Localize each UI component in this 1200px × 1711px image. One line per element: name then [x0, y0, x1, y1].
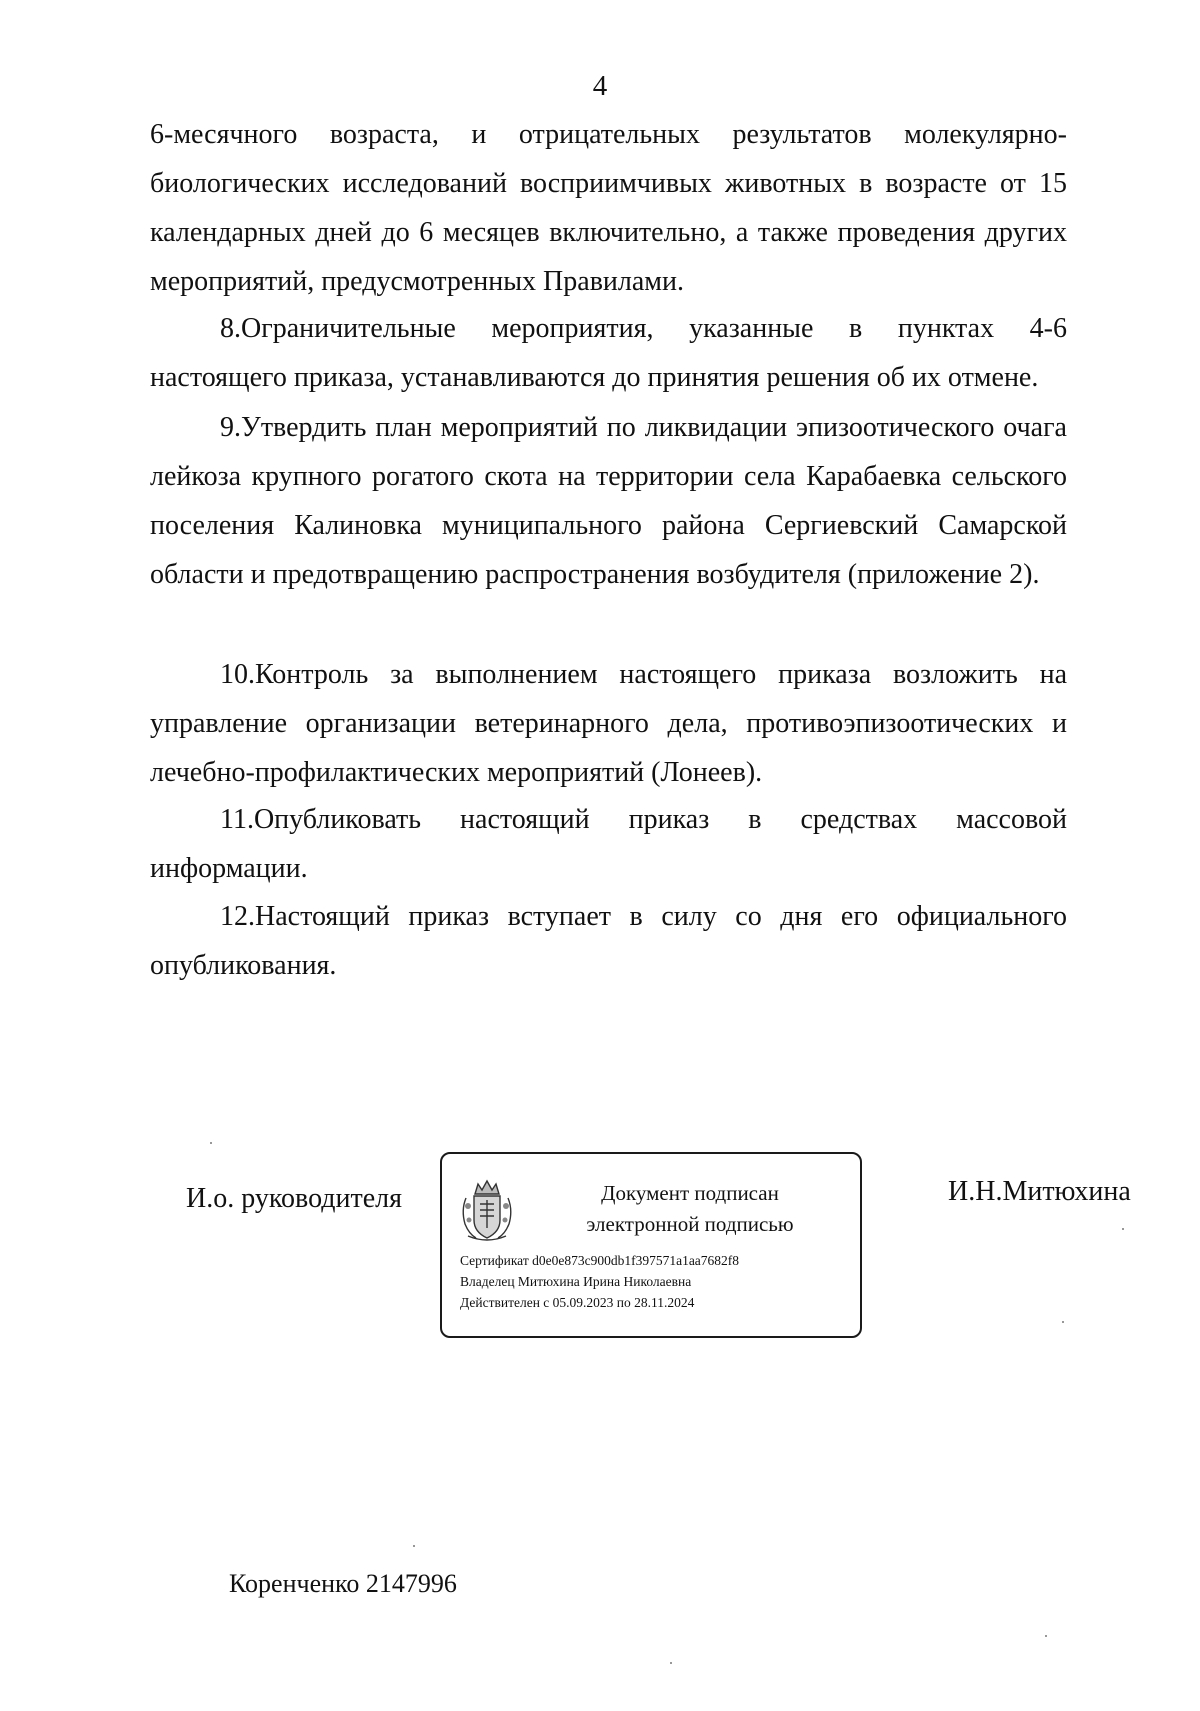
scan-speck	[210, 1142, 212, 1144]
owner-line: Владелец Митюхина Ирина Николаевна	[460, 1274, 692, 1289]
validity-line: Действителен с 05.09.2023 по 28.11.2024	[460, 1295, 695, 1310]
paragraph-item-8: 8.Ограничительные мероприятия, указанные в пунктах 4-6 настоящего приказа, устанавливаются до принятия решения об их отмене.	[150, 313, 1067, 393]
paragraph-item-10: 10.Контроль за выполнением настоящего приказа возложить на управление организации ветеринарного дела, противоэпизоотических и лечебно-профилактических мероприятий (Лонеев).	[150, 659, 1067, 788]
scan-speck	[413, 1545, 415, 1547]
scan-speck	[670, 1662, 672, 1664]
certificate-line: Сертификат d0e0e873c900db1f397571a1aa7682f8	[460, 1253, 740, 1268]
scan-speck	[1122, 1228, 1124, 1230]
page-number: 4	[592, 70, 608, 102]
stamp-details	[460, 1250, 850, 1313]
scan-speck	[1062, 1321, 1064, 1323]
stamp-heading	[560, 1178, 820, 1240]
signer-name: И.Н.Митюхина	[948, 1176, 1131, 1207]
stamp-heading-line: Документ подписан	[601, 1181, 779, 1205]
signer-title: И.о. руководителя	[186, 1183, 403, 1214]
electronic-signature-stamp	[440, 1152, 862, 1338]
paragraph-item-9: 9.Утвердить план мероприятий по ликвидации эпизоотического очага лейкоза крупного рогатого скота на территории села Карабаевка сельского поселения Калиновка муниципального района Сергиевский Самарской области и предотвращению распространения возбудителя (приложение 2).	[150, 412, 1067, 590]
stamp-heading-line: электронной подписью	[586, 1212, 794, 1236]
paragraph-continuation: 6-месячного возраста, и отрицательных результатов молекулярно-биологических исследований восприимчивых животных в возрасте от 15 календарных дней до 6 месяцев включительно, а также проведения других мероприятий, предусмотренных Правилами.	[150, 119, 1067, 297]
executor-note: Коренченко 2147996	[229, 1569, 457, 1598]
paragraph-item-12: 12.Настоящий приказ вступает в силу со дня его официального опубликования.	[150, 901, 1067, 981]
paragraph-item-11: 11.Опубликовать настоящий приказ в средствах массовой информации.	[150, 804, 1067, 884]
coat-of-arms-icon	[458, 1176, 516, 1244]
scan-speck	[1045, 1635, 1047, 1637]
